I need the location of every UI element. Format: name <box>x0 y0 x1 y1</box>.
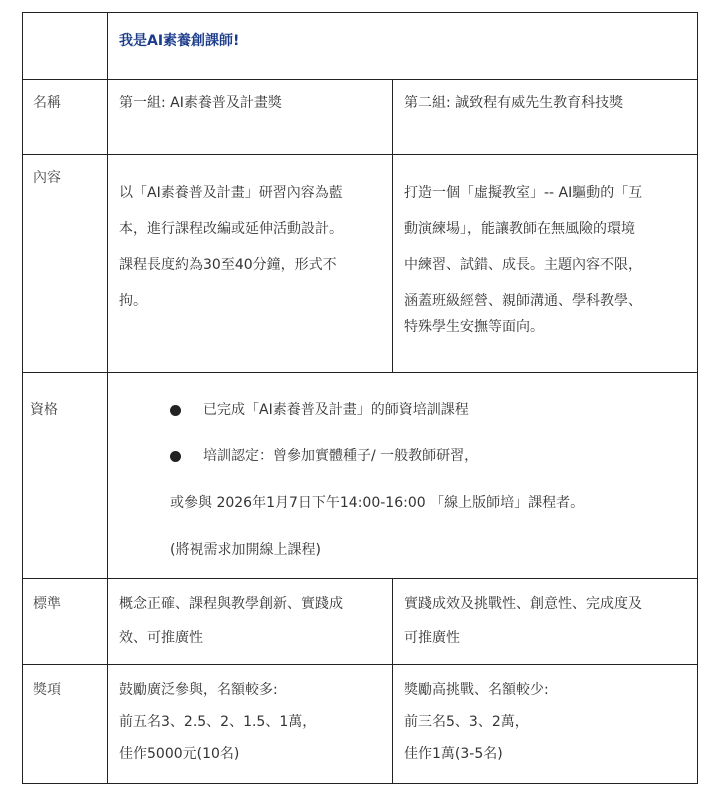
group2-name: 第二組: 誠致程有威先生教育科技獎 <box>404 95 624 111</box>
group2-content-line: 涵蓋班級經營、親師溝通、學科教學、 <box>404 293 642 309</box>
row-label-criteria: 標準 <box>33 596 61 612</box>
group1-awards-line: 前五名3、2.5、2、1.5、1萬， <box>119 714 317 730</box>
qualification-note: (將視需求加開線上課程) <box>170 542 321 558</box>
row-label-content: 內容 <box>33 170 61 186</box>
group1-content-line: 課程長度約為30至40分鐘，形式不 <box>119 257 337 273</box>
qualification-bullet: 已完成「AI素養普及計畫」的師資培訓課程 <box>203 402 469 418</box>
row-label-qualification: 資格 <box>30 402 58 418</box>
row-divider <box>22 154 698 155</box>
row-divider <box>22 578 698 579</box>
table-border-left <box>22 12 23 784</box>
qualification-bullet: 培訓認定：曾參加實體種子/ 一般教師研習， <box>203 448 479 464</box>
group1-name: 第一組: AI素養普及計畫獎 <box>119 95 282 111</box>
group1-content-line: 拘。 <box>119 293 147 309</box>
row-divider <box>22 79 698 80</box>
table-border-top <box>22 12 698 13</box>
group-column-divider <box>392 79 393 372</box>
row-divider <box>22 664 698 665</box>
group1-content-line: 以「AI素養普及計畫」研習內容為藍 <box>119 185 343 201</box>
group1-awards-line: 鼓勵廣泛參與，名額較多: <box>119 682 278 698</box>
bullet-icon <box>170 451 181 462</box>
group-column-divider <box>392 578 393 783</box>
row-label-awards: 獎項 <box>33 682 61 698</box>
group2-content-line: 打造一個「虛擬教室」-- AI驅動的「互 <box>404 185 643 201</box>
group1-criteria-line: 效、可推廣性 <box>119 630 203 646</box>
label-column-divider <box>107 12 108 784</box>
group2-awards-line: 前三名5、3、2萬， <box>404 714 529 730</box>
bullet-icon <box>170 405 181 416</box>
group1-criteria-line: 概念正確、課程與教學創新、實踐成 <box>119 596 343 612</box>
table-title: 我是AI素養創課師! <box>119 33 240 49</box>
table-border-bottom <box>22 783 698 784</box>
group2-criteria-line: 實踐成效及挑戰性、創意性、完成度及 <box>404 596 642 612</box>
group2-content-line: 動演練場」，能讓教師在無風險的環境 <box>404 221 635 237</box>
group2-criteria-line: 可推廣性 <box>404 630 460 646</box>
row-label-name: 名稱 <box>33 95 61 111</box>
group1-content-line: 本，進行課程改編或延伸活動設計。 <box>119 221 343 237</box>
qualification-line: 或參與 2026年1月7日下午14:00-16:00 「線上版師培」課程者。 <box>170 495 585 511</box>
group1-awards-line: 佳作5000元(10名) <box>119 746 240 762</box>
group2-awards-line: 佳作1萬(3-5名) <box>404 746 503 762</box>
group2-content-line: 特殊學生安撫等面向。 <box>404 319 544 335</box>
group2-content-line: 中練習、試錯、成長。主題內容不限， <box>404 257 642 273</box>
group2-awards-line: 獎勵高挑戰、名額較少: <box>404 682 549 698</box>
table-border-right <box>697 12 698 784</box>
row-divider <box>22 372 698 373</box>
